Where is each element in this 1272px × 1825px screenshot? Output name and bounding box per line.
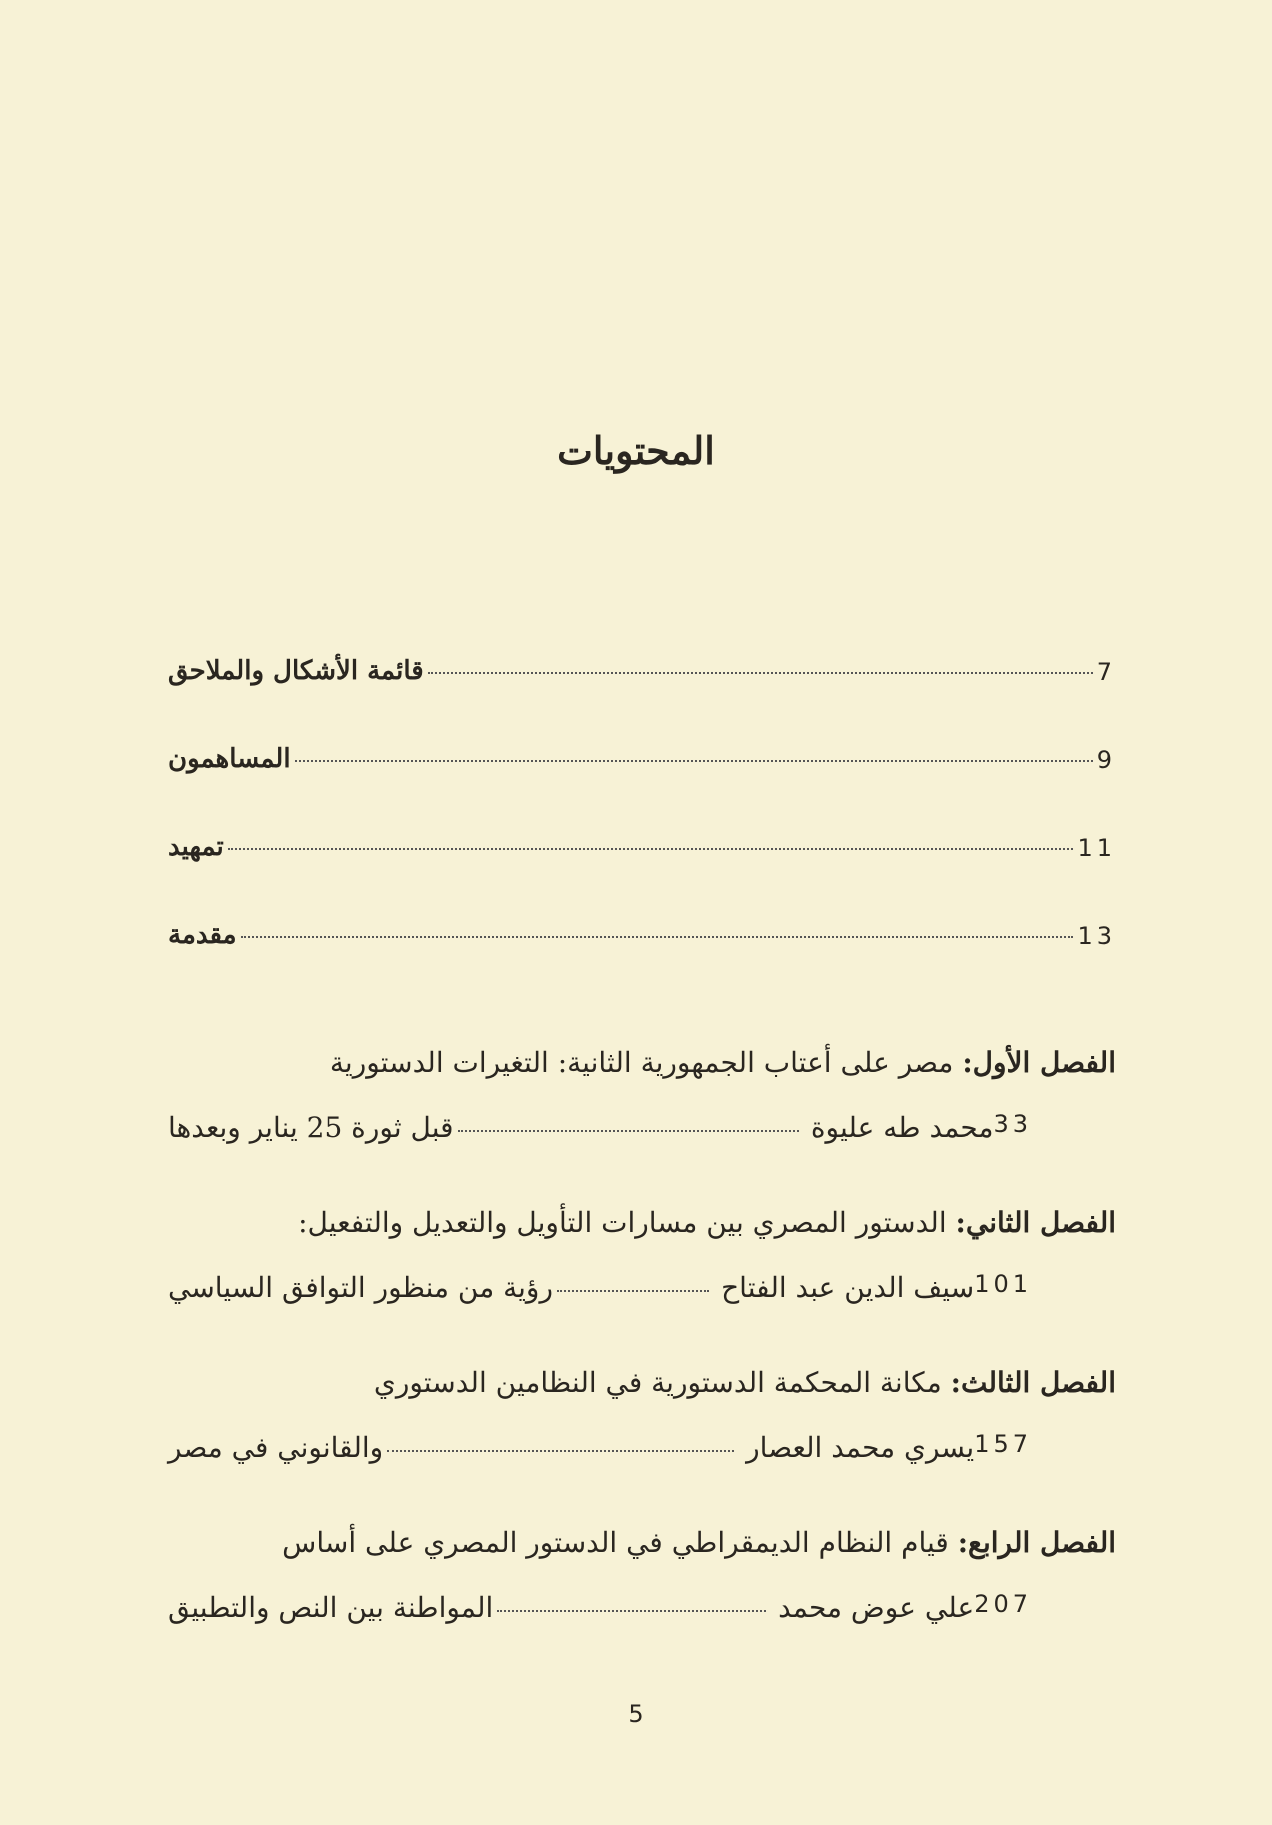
chapter-title: مصر على أعتاب الجمهورية الثانية: التغيرات الدستورية (329, 1046, 963, 1079)
chapter-title-line (168, 1516, 1116, 1570)
toc-page-number: 33 (993, 1110, 1032, 1138)
toc-page-number: 7 (1096, 658, 1116, 686)
chapter-label: الفصل الأول: (962, 1046, 1116, 1079)
dot-leader (228, 848, 1074, 850)
toc-entry-preface (168, 812, 1116, 862)
chapter-title-continued: قبل ثورة 25 يناير وبعدها (168, 1111, 454, 1144)
chapter-title-continued: والقانوني في مصر (168, 1431, 384, 1464)
toc-entry-figures (168, 636, 1116, 686)
chapter-author: سيف الدين عبد الفتاح (721, 1271, 975, 1304)
chapter-subtitle-line (168, 1250, 1032, 1304)
chapter-title-line (168, 1036, 1116, 1090)
chapter-subtitle-line (168, 1090, 1032, 1144)
dot-leader (557, 1290, 709, 1292)
toc-page-number: 9 (1096, 746, 1116, 774)
chapter-subtitle-line (168, 1570, 1032, 1624)
page-title: المحتويات (557, 428, 715, 473)
toc-entry-contributors (168, 724, 1116, 774)
chapter-author: محمد طه عليوة (810, 1111, 994, 1144)
dot-leader (295, 760, 1093, 762)
chapter-title: الدستور المصري بين مسارات التأويل والتعديل والتفعيل: (298, 1206, 956, 1239)
dot-leader (387, 1450, 734, 1452)
toc-entry-label: مقدمة (168, 920, 237, 950)
toc-entry-introduction (168, 900, 1116, 950)
toc-chapter-4 (168, 1516, 1116, 1624)
chapter-author: علي عوض محمد (778, 1591, 975, 1624)
toc-page-number: 207 (974, 1590, 1032, 1618)
toc-page-number: 13 (1077, 922, 1116, 950)
toc-page-number: 11 (1077, 834, 1116, 862)
toc-entry-label: المساهمون (168, 744, 291, 774)
chapter-title-continued: المواطنة بين النص والتطبيق (168, 1591, 494, 1624)
chapter-title-line (168, 1196, 1116, 1250)
toc-entry-label: تمهيد (168, 832, 224, 862)
toc-chapter-2 (168, 1196, 1116, 1304)
dot-leader (458, 1130, 799, 1132)
toc-chapter-3 (168, 1356, 1116, 1464)
chapter-title-continued: رؤية من منظور التوافق السياسي (168, 1271, 553, 1304)
toc-page-number: 157 (974, 1430, 1032, 1458)
chapter-subtitle-line (168, 1410, 1032, 1464)
chapter-author: يسري محمد العصار (746, 1431, 975, 1464)
toc-entry-label: قائمة الأشكال والملاحق (168, 656, 424, 686)
chapter-title-line (168, 1356, 1116, 1410)
chapter-label: الفصل الثاني: (955, 1206, 1116, 1239)
page-number-footer: 5 (628, 1700, 644, 1728)
toc-page-number: 101 (974, 1270, 1032, 1298)
toc-chapter-1 (168, 1036, 1116, 1144)
chapter-label: الفصل الثالث: (950, 1366, 1116, 1399)
dot-leader (497, 1610, 766, 1612)
chapter-title: مكانة المحكمة الدستورية في النظامين الدستوري (373, 1366, 951, 1399)
chapter-label: الفصل الرابع: (957, 1526, 1116, 1559)
dot-leader (428, 672, 1093, 674)
chapter-title: قيام النظام الديمقراطي في الدستور المصري على أساس (282, 1526, 958, 1559)
dot-leader (241, 936, 1074, 938)
